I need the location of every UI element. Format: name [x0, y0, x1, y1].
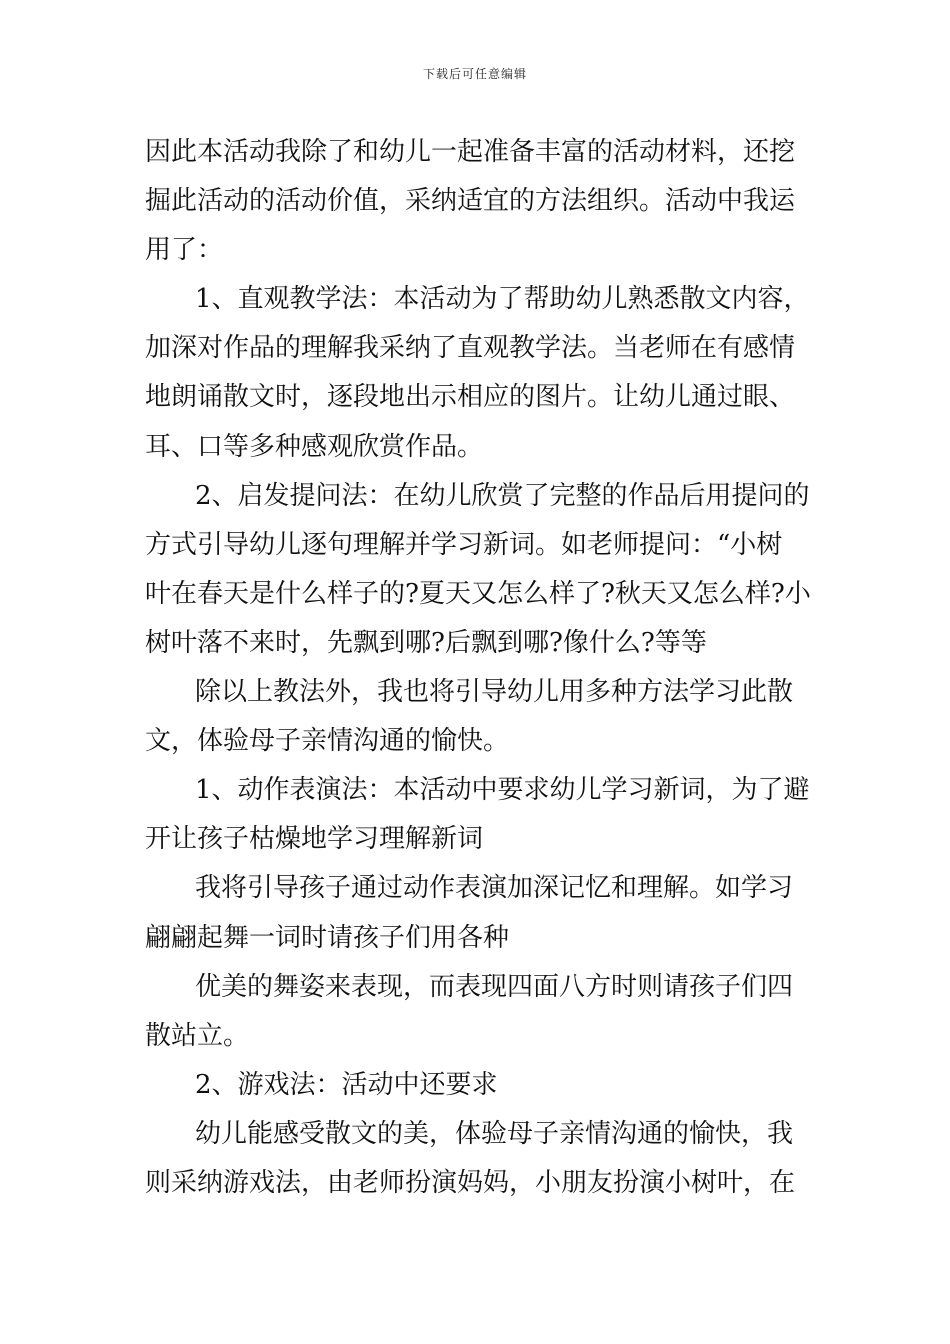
text-line: 耳、口等多种感观欣赏作品。	[145, 431, 484, 462]
document-body	[145, 128, 815, 1208]
text-line: 叶在春天是什么样子的?夏天又怎么样了?秋天又怎么样?小	[145, 578, 811, 609]
text-line: 地朗诵散文时，逐段地出示相应的图片。让幼儿通过眼、	[145, 382, 796, 413]
text-line: 因此本活动我除了和幼儿一起准备丰富的活动材料，还挖	[145, 137, 796, 167]
text-line: 幼儿能感受散文的美，体验母子亲情沟通的愉快，我	[195, 1118, 794, 1149]
text-line: 树叶落不来时，先飘到哪?后飘到哪?像什么?等等	[145, 627, 707, 658]
text-line: 1、动作表演法：本活动中要求幼儿学习新词，为了避	[195, 775, 810, 806]
text-line: 散站立。	[145, 1020, 250, 1051]
text-line: 2、游戏法：活动中还要求	[195, 1069, 498, 1100]
text-line: 翩翩起舞一词时请孩子们用各种	[145, 922, 510, 953]
text-line: 除以上教法外，我也将引导幼儿用多种方法学习此散	[195, 677, 794, 708]
text-line: 1、直观教学法：本活动为了帮助幼儿熟悉散文内容，	[195, 284, 810, 315]
text-line: 我将引导孩子通过动作表演加深记忆和理解。如学习	[195, 873, 794, 904]
text-line: 优美的舞姿来表现，而表现四面八方时则请孩子们四	[195, 971, 794, 1002]
text-line: 2、启发提问法：在幼儿欣赏了完整的作品后用提问的	[195, 480, 810, 511]
text-line: 用了：	[145, 235, 224, 266]
text-line: 方式引导幼儿逐句理解并学习新词。如老师提问：“小树	[145, 529, 783, 560]
text-line: 文，体验母子亲情沟通的愉快。	[145, 726, 510, 757]
text-line: 开让孩子枯燥地学习理解新词	[145, 824, 484, 855]
text-line: 加深对作品的理解我采纳了直观教学法。当老师在有感情	[145, 333, 796, 364]
page-header: 下载后可任意编辑	[422, 67, 527, 81]
text-line: 则采纳游戏法，由老师扮演妈妈，小朋友扮演小树叶，在	[145, 1167, 796, 1198]
text-line: 掘此活动的活动价值，采纳适宜的方法组织。活动中我运	[145, 186, 796, 217]
